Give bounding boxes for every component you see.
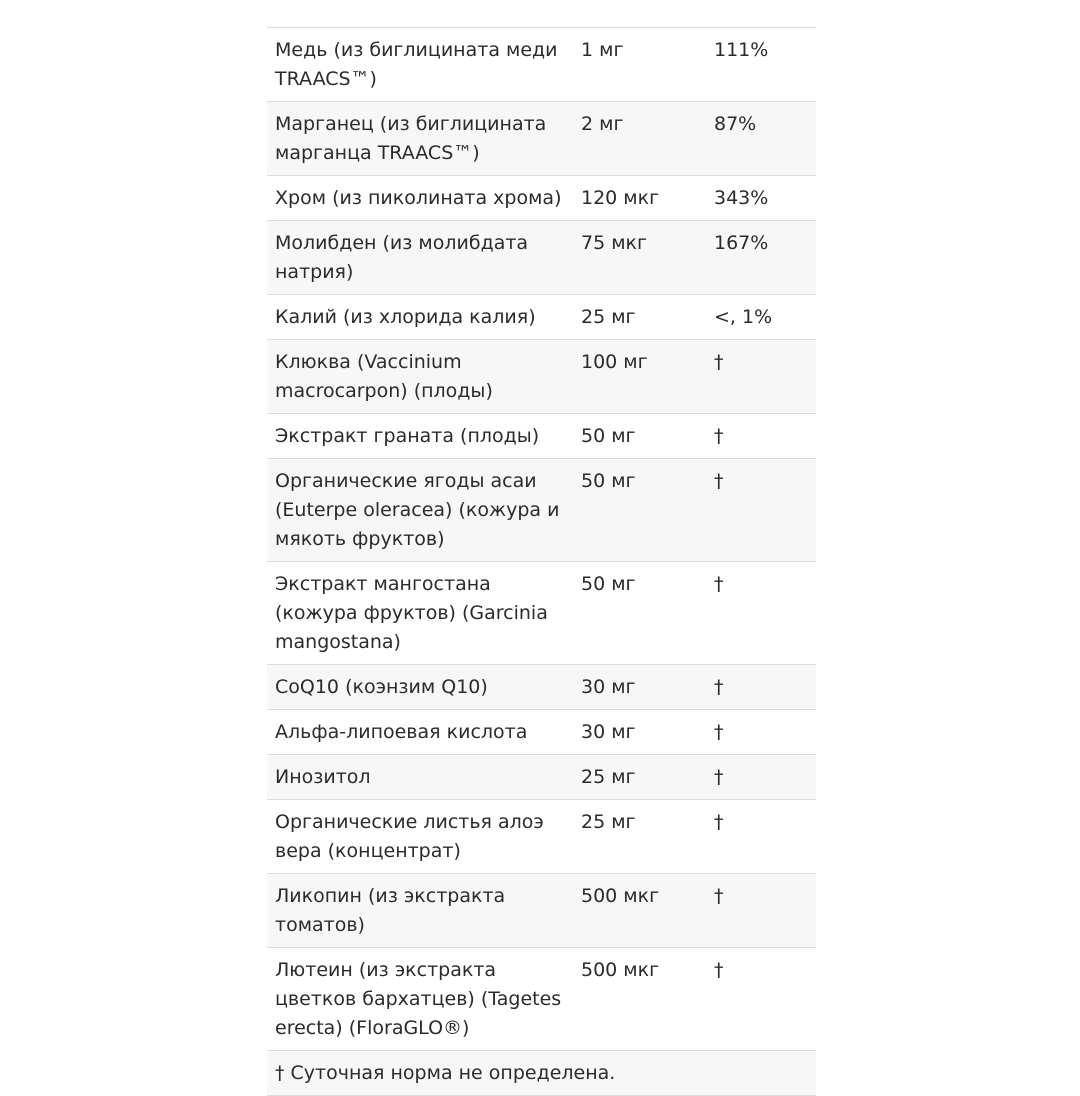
ingredient-amount: 50 мг [581, 573, 636, 595]
ingredient-amount: 1 мг [581, 39, 624, 61]
table-row [267, 800, 816, 874]
daily-value: † [714, 721, 724, 743]
ingredient-name: Альфа-липоевая кислота [275, 721, 528, 743]
daily-value: † [714, 470, 724, 492]
ingredient-name: Экстракт граната (плоды) [275, 425, 540, 447]
supplement-facts-table-wrapper [267, 27, 816, 1096]
ingredient-name: Медь (из биглицината меди TRAACS™) [275, 39, 558, 90]
daily-value: † [714, 676, 724, 698]
ingredient-amount: 50 мг [581, 425, 636, 447]
ingredient-amount: 120 мкг [581, 187, 660, 209]
ingredient-name: Инозитол [275, 766, 371, 788]
table-row [267, 340, 816, 414]
ingredient-amount: 75 мкг [581, 232, 648, 254]
footnote-text: † Суточная норма не определена. [275, 1062, 616, 1084]
daily-value: 167% [714, 232, 769, 254]
ingredient-amount: 100 мг [581, 351, 648, 373]
table-row [267, 28, 816, 102]
daily-value: 87% [714, 113, 757, 135]
ingredient-name: Молибден (из молибдата натрия) [275, 232, 529, 283]
ingredient-amount: 30 мг [581, 676, 636, 698]
daily-value: <, 1% [714, 306, 773, 328]
ingredient-name: Клюква (Vaccinium macrocarpon) (плоды) [275, 351, 493, 402]
table-row [267, 176, 816, 221]
ingredient-amount: 25 мг [581, 766, 636, 788]
daily-value: † [714, 959, 724, 981]
ingredient-name: Марганец (из биглицината марганца TRAACS™) [275, 113, 547, 164]
table-row [267, 948, 816, 1051]
daily-value: † [714, 573, 724, 595]
table-row [267, 221, 816, 295]
table-row [267, 102, 816, 176]
daily-value: † [714, 885, 724, 907]
daily-value: 111% [714, 39, 769, 61]
daily-value: † [714, 425, 724, 447]
ingredient-name: Хром (из пиколината хрома) [275, 187, 562, 209]
ingredient-amount: 25 мг [581, 811, 636, 833]
table-row [267, 665, 816, 710]
ingredient-name: Калий (из хлорида калия) [275, 306, 536, 328]
ingredient-name: Экстракт мангостана (кожура фруктов) (Garcinia mangostana) [275, 573, 548, 653]
table-row [267, 874, 816, 948]
ingredient-name: Органические листья алоэ вера (концентрат) [275, 811, 544, 862]
ingredient-name: Лютеин (из экстракта цветков бархатцев) (Tagetes erecta) (FloraGLO®) [275, 959, 562, 1039]
daily-value: † [714, 351, 724, 373]
daily-value: † [714, 811, 724, 833]
footnote-row [267, 1051, 816, 1096]
table-row [267, 414, 816, 459]
supplement-facts-table [267, 27, 816, 1096]
table-row [267, 562, 816, 665]
table-row [267, 755, 816, 800]
ingredient-amount: 30 мг [581, 721, 636, 743]
daily-value: † [714, 766, 724, 788]
ingredient-name: CoQ10 (коэнзим Q10) [275, 676, 488, 698]
ingredient-name: Ликопин (из экстракта томатов) [275, 885, 506, 936]
ingredient-amount: 25 мг [581, 306, 636, 328]
ingredient-amount: 2 мг [581, 113, 624, 135]
daily-value: 343% [714, 187, 769, 209]
table-row [267, 710, 816, 755]
ingredient-amount: 50 мг [581, 470, 636, 492]
table-row [267, 295, 816, 340]
ingredient-amount: 500 мкг [581, 959, 660, 981]
ingredient-amount: 500 мкг [581, 885, 660, 907]
ingredient-name: Органические ягоды асаи (Euterpe oleracea) (кожура и мякоть фруктов) [275, 470, 560, 550]
table-row [267, 459, 816, 562]
